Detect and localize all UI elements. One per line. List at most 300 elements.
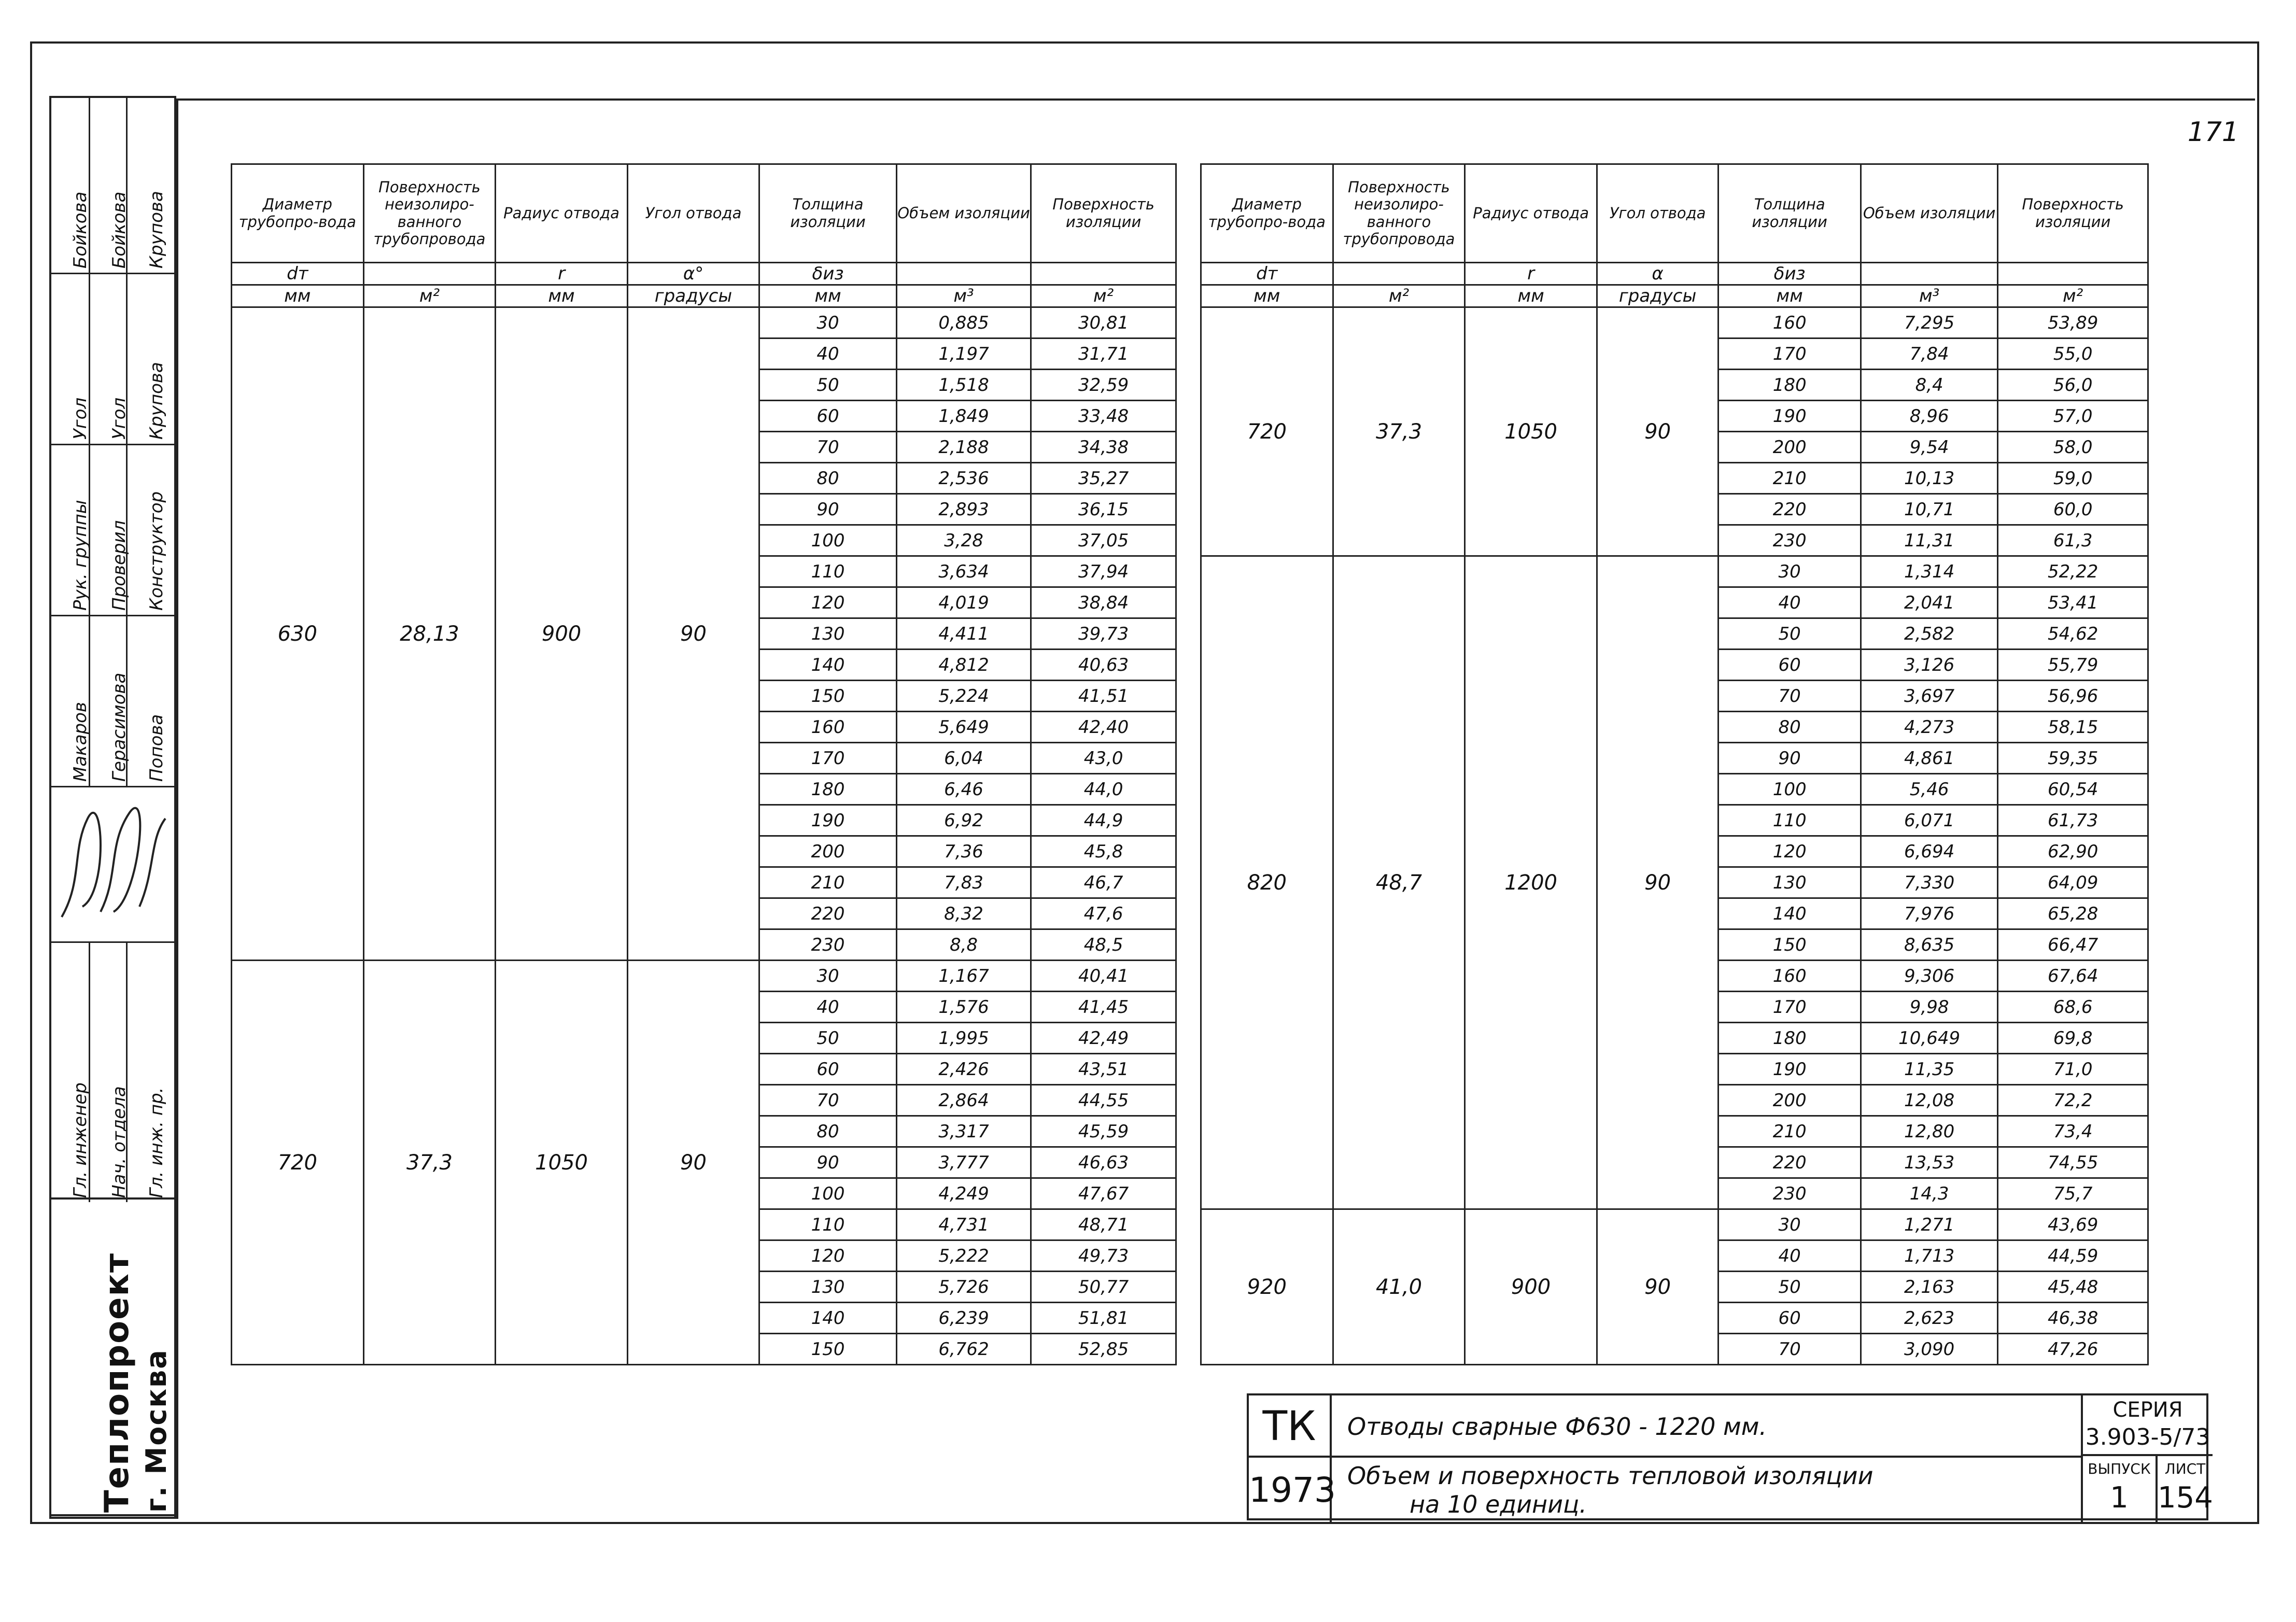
surface-cell: 31,71 — [1031, 338, 1176, 370]
header-diameter: Диаметр трубопро-вода — [232, 164, 364, 263]
symbol-cell: dт — [232, 263, 364, 285]
volume-cell: 1,995 — [896, 1023, 1031, 1054]
bare-surface-cell: 37,3 — [1333, 307, 1465, 556]
volume-cell: 4,249 — [896, 1178, 1031, 1209]
thickness-cell: 230 — [1719, 525, 1861, 556]
symbol-cell: r — [496, 263, 627, 285]
signature: Угол — [70, 397, 91, 440]
volume-cell: 2,893 — [896, 494, 1031, 525]
volume-cell: 6,92 — [896, 805, 1031, 836]
table-row — [1201, 307, 2148, 338]
thickness-cell: 170 — [759, 743, 896, 774]
surface-cell: 34,38 — [1031, 432, 1176, 463]
series-box — [2081, 1395, 2213, 1522]
stamp-row-roles-top — [51, 445, 174, 616]
stamp-role: Гл. инженер — [70, 1082, 91, 1198]
volume-cell: 6,239 — [896, 1303, 1031, 1334]
volume-cell: 3,090 — [1861, 1334, 1997, 1365]
thickness-cell: 80 — [759, 1116, 896, 1147]
surface-cell: 74,55 — [1998, 1147, 2148, 1178]
surface-cell: 72,2 — [1998, 1085, 2148, 1116]
thickness-cell: 170 — [1719, 338, 1861, 370]
thickness-cell: 230 — [759, 929, 896, 961]
symbol-cell: δиз — [759, 263, 896, 285]
symbol-cell: dт — [1201, 263, 1333, 285]
thickness-cell: 180 — [1719, 1023, 1861, 1054]
volume-cell: 6,46 — [896, 774, 1031, 805]
thickness-cell: 60 — [759, 1054, 896, 1085]
thickness-cell: 140 — [759, 650, 896, 681]
surface-cell: 48,5 — [1031, 929, 1176, 961]
bare-surface-cell: 37,3 — [363, 961, 496, 1365]
thickness-cell: 230 — [1719, 1178, 1861, 1209]
volume-cell: 8,8 — [896, 929, 1031, 961]
surface-cell: 66,47 — [1998, 929, 2148, 961]
thickness-cell: 90 — [759, 494, 896, 525]
thickness-cell: 60 — [759, 401, 896, 432]
volume-cell: 7,83 — [896, 867, 1031, 898]
header-angle: Угол отвода — [1597, 164, 1719, 263]
header-radius: Радиус отвода — [496, 164, 627, 263]
stamp-name: Бойкова — [109, 191, 130, 269]
thickness-cell: 220 — [759, 898, 896, 929]
surface-cell: 61,3 — [1998, 525, 2148, 556]
header-volume: Объем изоляции — [896, 164, 1031, 263]
volume-cell: 3,317 — [896, 1116, 1031, 1147]
volume-cell: 1,197 — [896, 338, 1031, 370]
surface-cell: 64,09 — [1998, 867, 2148, 898]
thickness-cell: 70 — [1719, 1334, 1861, 1365]
thickness-cell: 90 — [1719, 743, 1861, 774]
surface-cell: 47,67 — [1031, 1178, 1176, 1209]
volume-cell: 9,98 — [1861, 992, 1997, 1023]
surface-cell: 75,7 — [1998, 1178, 2148, 1209]
thickness-cell: 210 — [1719, 463, 1861, 494]
unit-cell: мм — [1201, 285, 1333, 307]
surface-cell: 65,28 — [1998, 898, 2148, 929]
thickness-cell: 130 — [1719, 867, 1861, 898]
document-subtitle-line2: на 10 единиц. — [1410, 1490, 1587, 1518]
stamp-role: Проверил — [109, 520, 130, 611]
stamp-role: Нач. отдела — [109, 1086, 130, 1198]
header-volume: Объем изоляции — [1861, 164, 1997, 263]
unit-cell: м³ — [896, 285, 1031, 307]
volume-cell: 7,295 — [1861, 307, 1997, 338]
angle-cell: 90 — [627, 307, 759, 961]
thickness-cell: 110 — [759, 1209, 896, 1240]
diameter-cell: 920 — [1201, 1209, 1333, 1365]
volume-cell: 3,28 — [896, 525, 1031, 556]
thickness-cell: 220 — [1719, 494, 1861, 525]
thickness-cell: 50 — [1719, 1272, 1861, 1303]
radius-cell: 900 — [1465, 1209, 1597, 1365]
surface-cell: 37,94 — [1031, 556, 1176, 587]
unit-cell: м² — [1333, 285, 1465, 307]
surface-cell: 60,54 — [1998, 774, 2148, 805]
signature: Крупова — [146, 362, 167, 440]
stamp-row-names-top — [51, 98, 174, 274]
surface-cell: 58,0 — [1998, 432, 2148, 463]
radius-cell: 1050 — [496, 961, 627, 1365]
angle-cell: 90 — [1597, 556, 1719, 1209]
thickness-cell: 50 — [759, 1023, 896, 1054]
stamp-row-roles-bottom — [51, 943, 174, 1202]
surface-cell: 44,55 — [1031, 1085, 1176, 1116]
thickness-cell: 190 — [1719, 401, 1861, 432]
surface-cell: 46,38 — [1998, 1303, 2148, 1334]
angle-cell: 90 — [1597, 307, 1719, 556]
unit-cell: м³ — [1861, 285, 1997, 307]
surface-cell: 56,0 — [1998, 370, 2148, 401]
thickness-cell: 180 — [759, 774, 896, 805]
volume-cell: 6,694 — [1861, 836, 1997, 867]
organization-city: г. Москва — [139, 1349, 173, 1513]
thickness-cell: 30 — [1719, 1209, 1861, 1240]
thickness-cell: 110 — [759, 556, 896, 587]
symbol-cell — [1998, 263, 2148, 285]
volume-cell: 4,273 — [1861, 712, 1997, 743]
table-unit-row — [232, 285, 1176, 307]
document-year: 1973 — [1249, 1458, 1332, 1522]
thickness-cell: 100 — [759, 1178, 896, 1209]
symbol-cell: r — [1465, 263, 1597, 285]
table-symbol-row — [1201, 263, 2148, 285]
document-code: ТК — [1249, 1395, 1332, 1458]
surface-cell: 46,63 — [1031, 1147, 1176, 1178]
volume-cell: 3,634 — [896, 556, 1031, 587]
thickness-cell: 200 — [759, 836, 896, 867]
surface-cell: 40,41 — [1031, 961, 1176, 992]
surface-cell: 47,26 — [1998, 1334, 2148, 1365]
surface-cell: 38,84 — [1031, 587, 1176, 618]
volume-cell: 2,623 — [1861, 1303, 1997, 1334]
unit-cell: мм — [1719, 285, 1861, 307]
volume-cell: 5,222 — [896, 1240, 1031, 1272]
volume-cell: 9,54 — [1861, 432, 1997, 463]
stamp-role: Гл. инж. пр. — [146, 1087, 167, 1198]
thickness-cell: 200 — [1719, 1085, 1861, 1116]
surface-cell: 36,15 — [1031, 494, 1176, 525]
stamp-name: Бойкова — [70, 191, 91, 269]
unit-cell: мм — [232, 285, 364, 307]
volume-cell: 3,697 — [1861, 681, 1997, 712]
thickness-cell: 200 — [1719, 432, 1861, 463]
volume-cell: 14,3 — [1861, 1178, 1997, 1209]
surface-cell: 46,7 — [1031, 867, 1176, 898]
volume-cell: 7,330 — [1861, 867, 1997, 898]
header-surface: Поверхность изоляции — [1998, 164, 2148, 263]
surface-cell: 43,51 — [1031, 1054, 1176, 1085]
surface-cell: 69,8 — [1998, 1023, 2148, 1054]
diameter-cell: 630 — [232, 307, 364, 961]
volume-cell: 5,224 — [896, 681, 1031, 712]
surface-cell: 44,9 — [1031, 805, 1176, 836]
volume-cell: 5,726 — [896, 1272, 1031, 1303]
thickness-cell: 50 — [1719, 618, 1861, 650]
thickness-cell: 150 — [1719, 929, 1861, 961]
thickness-cell: 150 — [759, 681, 896, 712]
volume-cell: 5,46 — [1861, 774, 1997, 805]
volume-cell: 6,04 — [896, 743, 1031, 774]
document-title: Отводы сварные Ф630 - 1220 мм. — [1332, 1395, 2081, 1458]
volume-cell: 4,019 — [896, 587, 1031, 618]
right-table-body — [1201, 307, 2148, 1365]
symbol-cell — [1333, 263, 1465, 285]
surface-cell: 41,51 — [1031, 681, 1176, 712]
stamp-name: Герасимова — [109, 672, 130, 782]
unit-cell: м² — [1998, 285, 2148, 307]
surface-cell: 43,69 — [1998, 1209, 2148, 1240]
volume-cell: 4,861 — [1861, 743, 1997, 774]
thickness-cell: 30 — [759, 961, 896, 992]
thickness-cell: 120 — [759, 1240, 896, 1272]
thickness-cell: 40 — [1719, 1240, 1861, 1272]
thickness-cell: 180 — [1719, 370, 1861, 401]
volume-cell: 1,167 — [896, 961, 1031, 992]
volume-cell: 0,885 — [896, 307, 1031, 338]
thickness-cell: 50 — [759, 370, 896, 401]
thickness-cell: 190 — [1719, 1054, 1861, 1085]
surface-cell: 35,27 — [1031, 463, 1176, 494]
organization-name: Теплопроект — [98, 1252, 137, 1513]
volume-cell: 12,80 — [1861, 1116, 1997, 1147]
table-header-row — [1201, 164, 2148, 263]
volume-cell: 7,84 — [1861, 338, 1997, 370]
surface-cell: 59,0 — [1998, 463, 2148, 494]
volume-cell: 1,518 — [896, 370, 1031, 401]
unit-cell: м² — [363, 285, 496, 307]
bare-surface-cell: 48,7 — [1333, 556, 1465, 1209]
stamp-row-signatures-top — [51, 274, 174, 445]
table-row — [232, 307, 1176, 338]
volume-cell: 2,188 — [896, 432, 1031, 463]
surface-cell: 47,6 — [1031, 898, 1176, 929]
surface-cell: 43,0 — [1031, 743, 1176, 774]
thickness-cell: 70 — [759, 432, 896, 463]
bare-surface-cell: 28,13 — [363, 307, 496, 961]
volume-cell: 2,426 — [896, 1054, 1031, 1085]
diameter-cell: 720 — [1201, 307, 1333, 556]
surface-cell: 59,35 — [1998, 743, 2148, 774]
surface-cell: 45,48 — [1998, 1272, 2148, 1303]
surface-cell: 40,63 — [1031, 650, 1176, 681]
surface-cell: 39,73 — [1031, 618, 1176, 650]
table-header-row — [232, 164, 1176, 263]
surface-cell: 45,59 — [1031, 1116, 1176, 1147]
symbol-cell — [1031, 263, 1176, 285]
unit-cell: мм — [1465, 285, 1597, 307]
angle-cell: 90 — [1597, 1209, 1719, 1365]
handwritten-signatures — [51, 787, 174, 943]
bare-surface-cell: 41,0 — [1333, 1209, 1465, 1365]
thickness-cell: 100 — [1719, 774, 1861, 805]
stamp-row-names-bottom — [51, 616, 174, 787]
issue-label: ВЫПУСК — [2088, 1460, 2151, 1477]
sheet-label: ЛИСТ — [2164, 1460, 2206, 1477]
volume-cell: 8,32 — [896, 898, 1031, 929]
symbol-cell: α — [1597, 263, 1719, 285]
table-unit-row — [1201, 285, 2148, 307]
volume-cell: 4,812 — [896, 650, 1031, 681]
volume-cell: 3,126 — [1861, 650, 1997, 681]
volume-cell: 7,36 — [896, 836, 1031, 867]
volume-cell: 5,649 — [896, 712, 1031, 743]
thickness-cell: 210 — [759, 867, 896, 898]
series-value: 3.903-5/73 — [2083, 1424, 2213, 1456]
thickness-cell: 160 — [759, 712, 896, 743]
surface-cell: 53,41 — [1998, 587, 2148, 618]
surface-cell: 73,4 — [1998, 1116, 2148, 1147]
volume-cell: 2,041 — [1861, 587, 1997, 618]
surface-cell: 33,48 — [1031, 401, 1176, 432]
radius-cell: 900 — [496, 307, 627, 961]
diameter-cell: 720 — [232, 961, 364, 1365]
thickness-cell: 150 — [759, 1334, 896, 1365]
sheet-number: 171 — [2187, 117, 2239, 148]
volume-cell: 3,777 — [896, 1147, 1031, 1178]
thickness-cell: 120 — [759, 587, 896, 618]
volume-cell: 1,576 — [896, 992, 1031, 1023]
stamp-name: Крупова — [146, 191, 167, 269]
surface-cell: 44,59 — [1998, 1240, 2148, 1272]
diameter-cell: 820 — [1201, 556, 1333, 1209]
thickness-cell: 40 — [1719, 587, 1861, 618]
radius-cell: 1050 — [1465, 307, 1597, 556]
volume-cell: 10,649 — [1861, 1023, 1997, 1054]
symbol-cell — [363, 263, 496, 285]
thickness-cell: 170 — [1719, 992, 1861, 1023]
angle-cell: 90 — [627, 961, 759, 1365]
surface-cell: 52,22 — [1998, 556, 2148, 587]
header-thickness: Толщина изоляции — [1719, 164, 1861, 263]
table-row — [1201, 1209, 2148, 1240]
surface-cell: 58,15 — [1998, 712, 2148, 743]
thickness-cell: 80 — [759, 463, 896, 494]
volume-cell: 1,849 — [896, 401, 1031, 432]
header-radius: Радиус отвода — [1465, 164, 1597, 263]
thickness-cell: 210 — [1719, 1116, 1861, 1147]
surface-cell: 45,8 — [1031, 836, 1176, 867]
stamp-name: Макаров — [70, 702, 91, 782]
symbol-cell — [896, 263, 1031, 285]
thickness-cell: 130 — [759, 1272, 896, 1303]
volume-cell: 2,536 — [896, 463, 1031, 494]
thickness-cell: 70 — [759, 1085, 896, 1116]
volume-cell: 8,4 — [1861, 370, 1997, 401]
surface-cell: 41,45 — [1031, 992, 1176, 1023]
table-row — [1201, 556, 2148, 587]
thickness-cell: 70 — [1719, 681, 1861, 712]
left-table-body — [232, 307, 1176, 1365]
surface-cell: 48,71 — [1031, 1209, 1176, 1240]
signature: Угол — [109, 397, 130, 440]
thickness-cell: 190 — [759, 805, 896, 836]
unit-cell: мм — [496, 285, 627, 307]
table-row — [232, 961, 1176, 992]
volume-cell: 10,13 — [1861, 463, 1997, 494]
thickness-cell: 40 — [759, 992, 896, 1023]
volume-cell: 8,635 — [1861, 929, 1997, 961]
left-data-table — [231, 163, 1177, 1365]
surface-cell: 68,6 — [1998, 992, 2148, 1023]
radius-cell: 1200 — [1465, 556, 1597, 1209]
volume-cell: 1,271 — [1861, 1209, 1997, 1240]
thickness-cell: 110 — [1719, 805, 1861, 836]
surface-cell: 60,0 — [1998, 494, 2148, 525]
issue-value: 1 — [2110, 1481, 2129, 1515]
header-thickness: Толщина изоляции — [759, 164, 896, 263]
title-block — [1247, 1393, 2213, 1520]
surface-cell: 51,81 — [1031, 1303, 1176, 1334]
header-bare-surface: Поверхность неизолиро-ванного трубопровода — [1333, 164, 1465, 263]
header-diameter: Диаметр трубопро-вода — [1201, 164, 1333, 263]
surface-cell: 49,73 — [1031, 1240, 1176, 1272]
thickness-cell: 80 — [1719, 712, 1861, 743]
surface-cell: 62,90 — [1998, 836, 2148, 867]
thickness-cell: 30 — [1719, 556, 1861, 587]
volume-cell: 11,31 — [1861, 525, 1997, 556]
surface-cell: 53,89 — [1998, 307, 2148, 338]
volume-cell: 2,582 — [1861, 618, 1997, 650]
volume-cell: 2,163 — [1861, 1272, 1997, 1303]
volume-cell: 13,53 — [1861, 1147, 1997, 1178]
thickness-cell: 90 — [759, 1147, 896, 1178]
surface-cell: 50,77 — [1031, 1272, 1176, 1303]
surface-cell: 56,96 — [1998, 681, 2148, 712]
header-surface: Поверхность изоляции — [1031, 164, 1176, 263]
thickness-cell: 160 — [1719, 961, 1861, 992]
surface-cell: 67,64 — [1998, 961, 2148, 992]
volume-cell: 1,314 — [1861, 556, 1997, 587]
surface-cell: 71,0 — [1998, 1054, 2148, 1085]
organization-box — [49, 1197, 176, 1519]
stamp-name: Попова — [146, 714, 167, 782]
header-angle: Угол отвода — [627, 164, 759, 263]
thickness-cell: 160 — [1719, 307, 1861, 338]
unit-cell: мм — [759, 285, 896, 307]
surface-cell: 61,73 — [1998, 805, 2148, 836]
surface-cell: 30,81 — [1031, 307, 1176, 338]
thickness-cell: 120 — [1719, 836, 1861, 867]
surface-cell: 42,40 — [1031, 712, 1176, 743]
volume-cell: 6,071 — [1861, 805, 1997, 836]
volume-cell: 11,35 — [1861, 1054, 1997, 1085]
symbol-cell: δиз — [1719, 263, 1861, 285]
series-label: СЕРИЯ — [2112, 1398, 2183, 1422]
unit-cell: градусы — [627, 285, 759, 307]
volume-cell: 2,864 — [896, 1085, 1031, 1116]
symbol-cell — [1861, 263, 1997, 285]
thickness-cell: 220 — [1719, 1147, 1861, 1178]
thickness-cell: 140 — [759, 1303, 896, 1334]
symbol-cell: α° — [627, 263, 759, 285]
unit-cell: градусы — [1597, 285, 1719, 307]
thickness-cell: 60 — [1719, 1303, 1861, 1334]
volume-cell: 4,731 — [896, 1209, 1031, 1240]
surface-cell: 55,0 — [1998, 338, 2148, 370]
surface-cell: 42,49 — [1031, 1023, 1176, 1054]
thickness-cell: 140 — [1719, 898, 1861, 929]
thickness-cell: 40 — [759, 338, 896, 370]
table-symbol-row — [232, 263, 1176, 285]
volume-cell: 8,96 — [1861, 401, 1997, 432]
volume-cell: 4,411 — [896, 618, 1031, 650]
thickness-cell: 130 — [759, 618, 896, 650]
right-data-table — [1200, 163, 2149, 1365]
surface-cell: 32,59 — [1031, 370, 1176, 401]
volume-cell: 9,306 — [1861, 961, 1997, 992]
surface-cell: 44,0 — [1031, 774, 1176, 805]
